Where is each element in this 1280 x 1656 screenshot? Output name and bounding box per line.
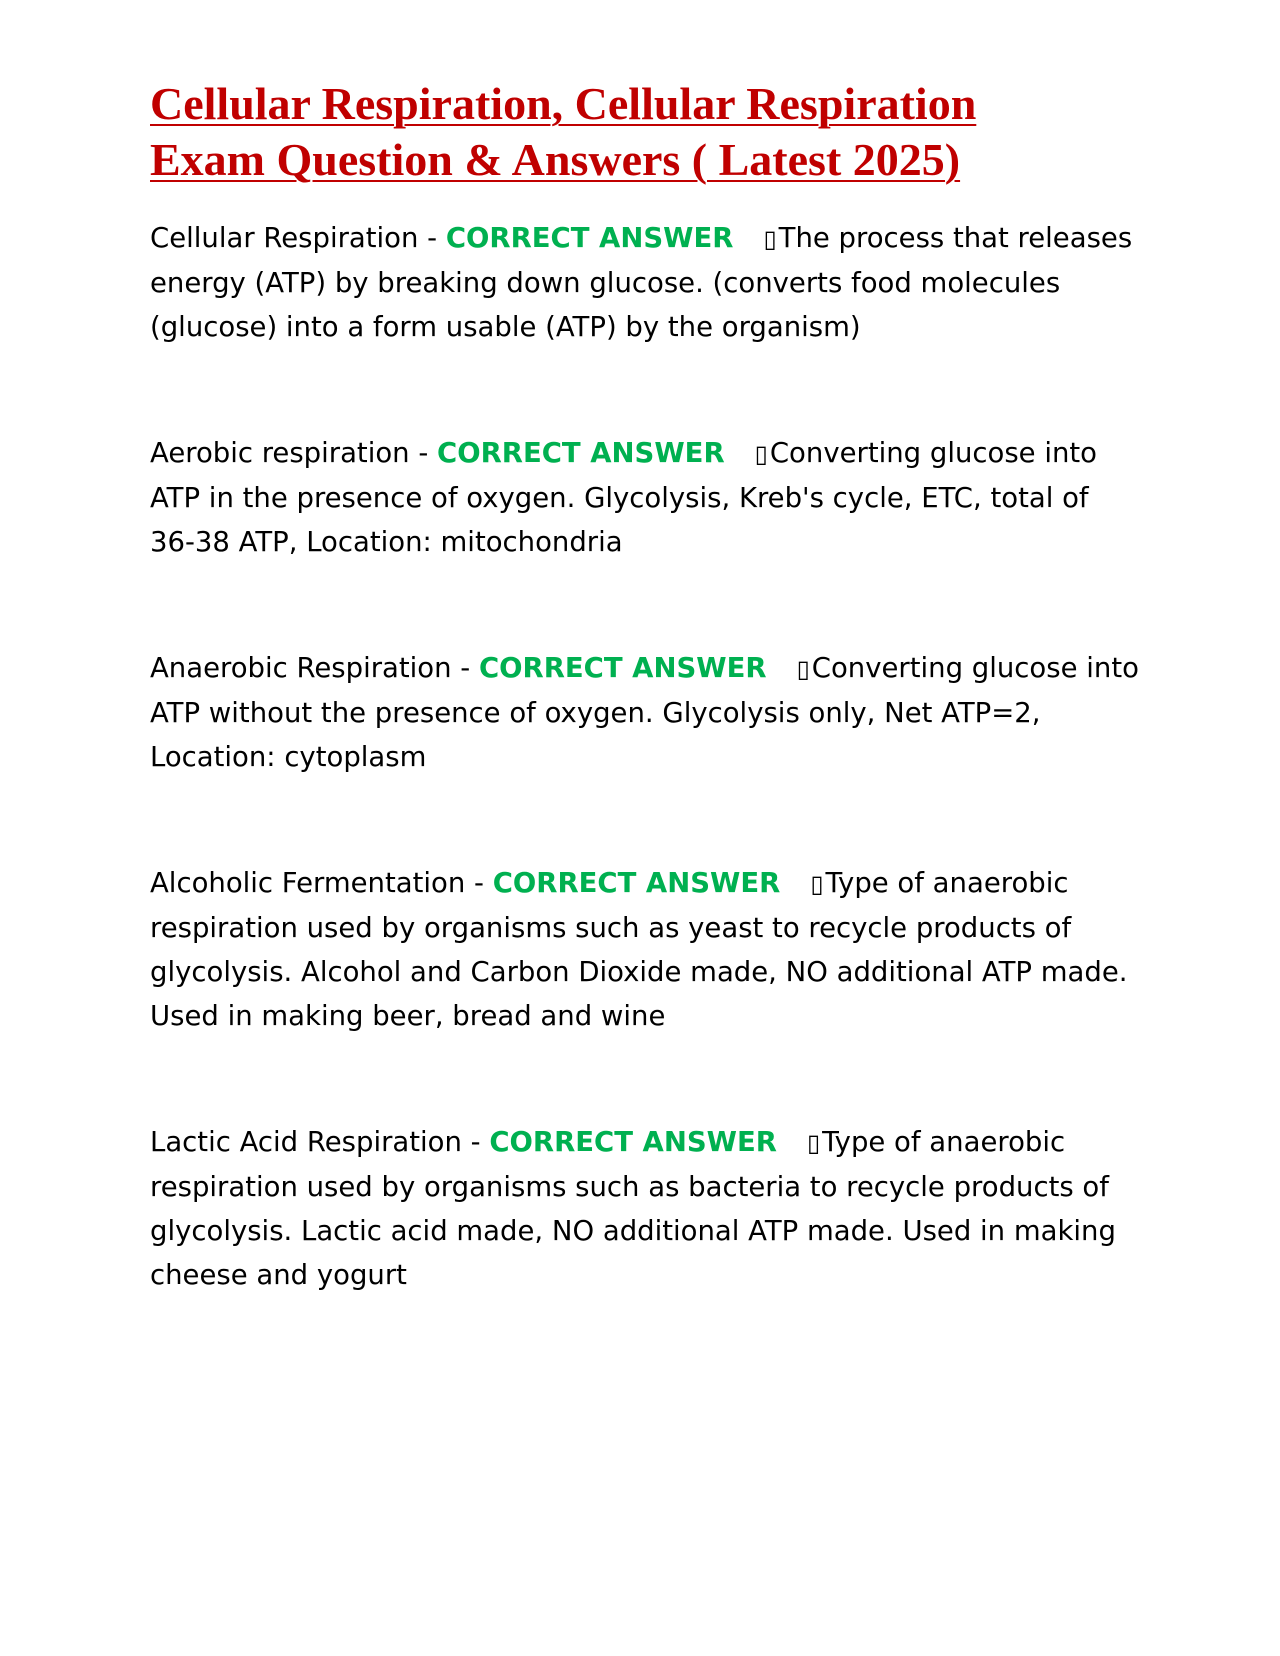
definition-text: Type of anaerobic respiration used by organisms such as bacteria to recycle products of glycolysis. Lactic acid made, NO additional ATP made. Used in making cheese and yogurt <box>150 1126 1116 1291</box>
title-line-2: Exam Question & Answers ( Latest 2025) <box>150 134 961 185</box>
missing-glyph-icon: ▯ <box>796 655 810 683</box>
missing-glyph-icon: ▯ <box>806 1129 821 1157</box>
qa-entry-aerobic-respiration <box>150 431 1140 564</box>
correct-answer-tag: CORRECT ANSWER <box>492 867 781 899</box>
definition-text: Converting glucose into ATP without the presence of oxygen. Glycolysis only, Net ATP=2, Location: cytoplasm <box>150 652 1139 773</box>
term-label: Lactic Acid Respiration <box>150 1126 462 1158</box>
term-separator: - <box>461 1126 490 1158</box>
term-label: Aerobic respiration <box>150 437 410 469</box>
definition-text: Type of anaerobic respiration used by organisms such as yeast to recycle products of glycolysis. Alcohol and Carbon Dioxide made, NO additional ATP made. Used in making beer, bread and wine <box>150 867 1128 1032</box>
term-label: Alcoholic Fermentation <box>150 867 466 899</box>
missing-glyph-icon: ▯ <box>754 440 768 468</box>
term-separator: - <box>418 222 446 254</box>
correct-answer-tag: CORRECT ANSWER <box>445 222 734 254</box>
missing-glyph-icon: ▯ <box>810 870 824 898</box>
correct-answer-tag: CORRECT ANSWER <box>489 1126 777 1158</box>
term-separator: - <box>409 437 438 469</box>
document-page <box>150 76 1140 1297</box>
correct-answer-tag: CORRECT ANSWER <box>478 652 767 684</box>
term-separator: - <box>451 652 479 684</box>
qa-entry-cellular-respiration <box>150 216 1140 349</box>
correct-answer-tag: CORRECT ANSWER <box>437 437 725 469</box>
term-label: Anaerobic Respiration <box>150 652 452 684</box>
qa-entry-lactic-acid-respiration <box>150 1120 1140 1297</box>
missing-glyph-icon: ▯ <box>763 225 777 253</box>
definition-text: The process that releases energy (ATP) by breaking down glucose. (converts food molecules (glucose) into a form usable (ATP) by the organism) <box>150 222 1133 343</box>
document-title <box>150 76 1140 188</box>
definition-text: Converting glucose into ATP in the presence of oxygen. Glycolysis, Kreb's cycle, ETC, total of 36-38 ATP, Location: mitochondria <box>150 437 1097 558</box>
title-line-1: Cellular Respiration, Cellular Respiration <box>150 78 977 129</box>
term-label: Cellular Respiration <box>150 222 419 254</box>
qa-entry-alcoholic-fermentation <box>150 861 1140 1038</box>
qa-entry-anaerobic-respiration <box>150 646 1140 779</box>
term-separator: - <box>465 867 493 899</box>
